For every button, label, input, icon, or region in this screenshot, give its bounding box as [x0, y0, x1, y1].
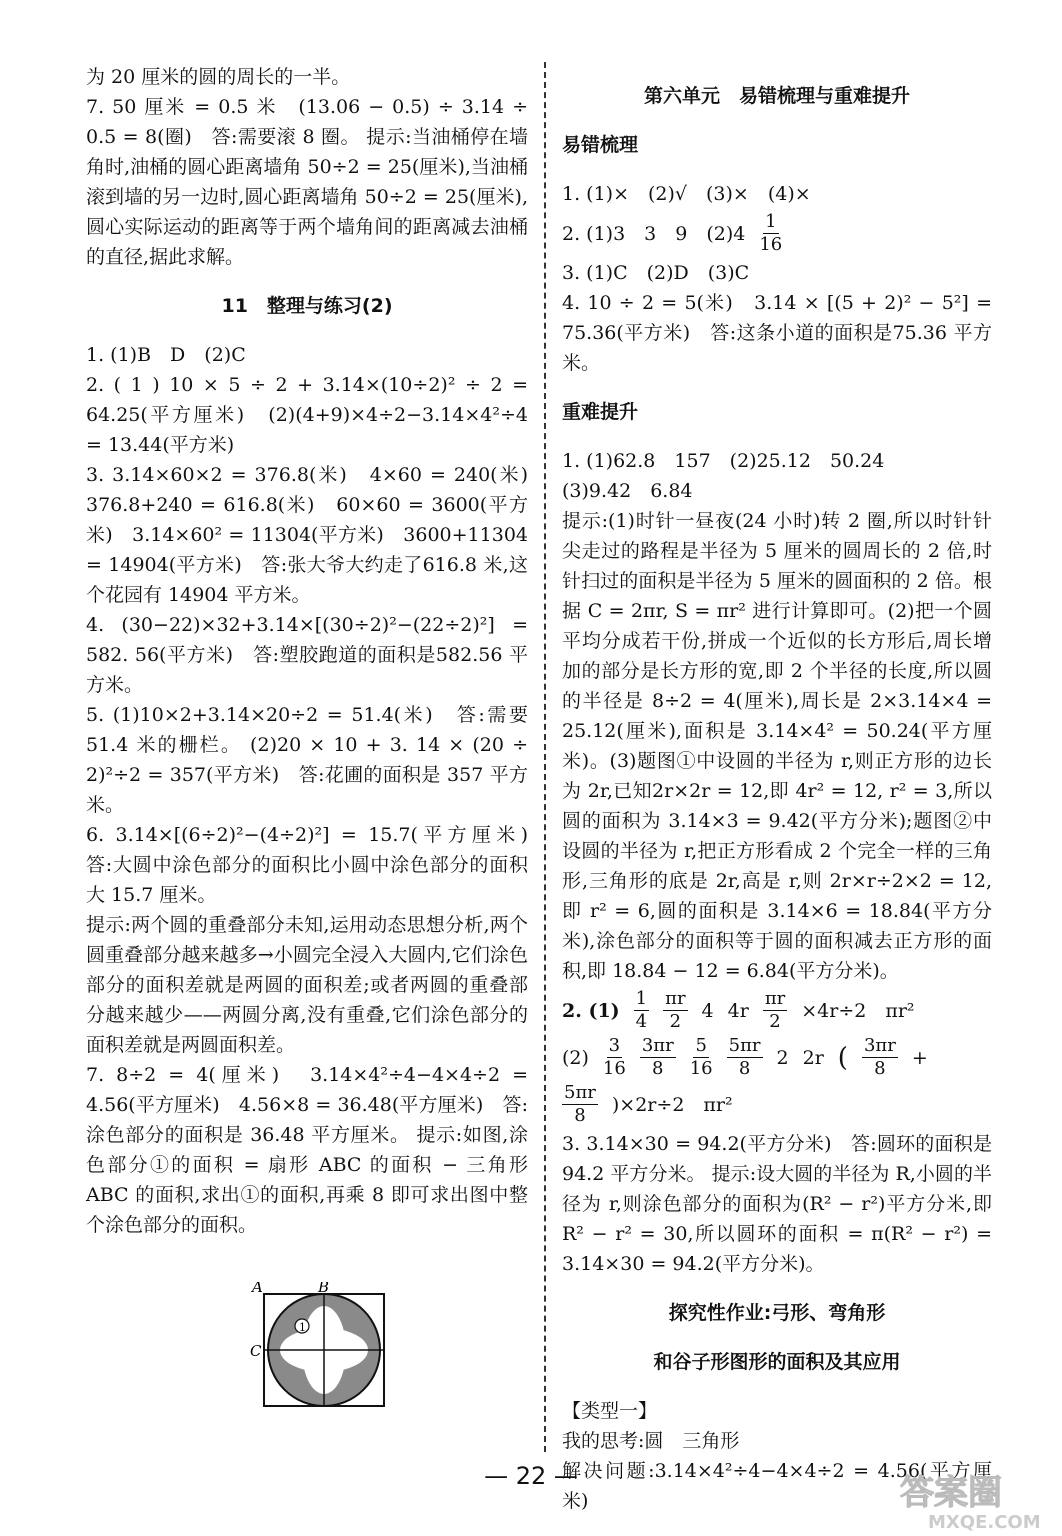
left-item-6: 6. 3.14×[(6÷2)²−(4÷2)²] = 15.7(平方厘米) 答:大圆中涂色部分的面积比小圆中涂色部分的面积大 15.7 厘米。	[86, 824, 548, 906]
hard-item-1b: (3)9.42 6.84	[562, 480, 693, 502]
right-column	[562, 62, 992, 1516]
fraction: $\frac{5\pi r}{8}$	[564, 1082, 596, 1126]
explore-title-1: 探究性作业:弓形、弯角形	[668, 1302, 886, 1324]
fraction: $\frac{3\pi r}{8}$	[641, 1035, 674, 1079]
figure-label-a: A	[252, 1282, 263, 1296]
left-line-0: 为 20 厘米的圆的周长的一半。	[86, 66, 351, 88]
watermark-top: 答案圈	[900, 1473, 1002, 1513]
error-item-2	[562, 211, 992, 256]
hard-item-2-row3: $\frac{5\pi r}{8}$ )×2r÷2 πr²	[564, 1082, 733, 1126]
watermark-bottom: MXQE.COM	[928, 1512, 1041, 1533]
shaded-figure	[250, 1282, 390, 1412]
figure-label-1: 1	[299, 1321, 306, 1334]
my-thinking: 我的思考:圆 三角形	[562, 1430, 740, 1452]
fraction: $\frac{1}{16}$	[759, 211, 783, 255]
left-hint-6: 提示:两个圆的重叠部分未知,运用动态思想分析,两个圆重叠部分越来越多→小圆完全浸入大圆内,它们涂色部分的面积差就是两圆的面积差;或者两圆的重叠部分越来越少——两圆分离,没有重叠,它们涂色部分的面积差就是两圆面积差。	[86, 914, 528, 1056]
left-item-5: 5. (1)10×2+3.14×20÷2 = 51.4(米) 答:需要 51.4 米的栅栏。 (2)20 × 10 + 3. 14 × (20 ÷ 2)²÷2 = 357(平方米) 答:花圃的面积是 357 平方米。	[86, 704, 528, 816]
hard-item-1-hint: 提示:(1)时针一昼夜(24 小时)转 2 圈,所以时针针尖走过的路程是半径为 5 厘米的圆周长的 2 倍,时针扫过的面积是半径为 5 厘米的圆面积的 2 倍。根据 C = 2πr, S = πr² 进行计算即可。(2)把一个圆平均分成若干份,拼成一个近似的长方形后,周长增加的部分是长方形的宽,即 2 个半径的长度,所以圆的半径是 8÷2 = 4(厘米),周长是 2×3.14×4 = 25.12(厘米),面积是 3.14×4² = 50.24(平方厘米)。(3)题图①中设圆的半径为 r,则正方形的边长为 2r,已知2r×2r = 12,即 4r² = 12, r² = 3,所以圆的面积为 3.14×3 = 9.42(平方分米);题图②中设圆的半径为 r,把正方形看成 2 个完全一样的三角形,三角形的底是 2r,高是 r,则 2r×r÷2×2 = 12,即 r² = 6,圆的面积是 3.14×6 = 18.84(平方分米),涂色部分的面积等于圆的面积减去正方形的面积,即 18.84 − 12 = 6.84(平方分米)。	[562, 510, 992, 982]
fraction: $\frac{1}{4}$	[635, 988, 648, 1032]
left-line-1: 7. 50 厘米 = 0.5 米 (13.06 − 0.5) ÷ 3.14 ÷ 0.5 = 8(圈) 答:需要滚 8 圈。 提示:当油桶停在墙角时,油桶的圆心距离墙角 50÷2 = 25(厘米),当油桶滚到墙的另一边时,圆心距离墙角 50÷2 = 25(厘米),圆心实际运动的距离等于两个墙角间的距离减去油桶的直径,据此求解。	[86, 96, 528, 268]
column-divider	[544, 62, 546, 1452]
figure-label-c: C	[250, 1342, 262, 1360]
fraction: $\frac{3}{16}$	[602, 1035, 626, 1079]
left-item-1: 1. (1)B D (2)C	[86, 344, 246, 366]
error-item-2-text: 2. (1)3 3 9 (2)4	[562, 222, 746, 245]
fraction: $\frac{\pi r}{2}$	[665, 988, 686, 1032]
hard-item-3: 3. 3.14×30 = 94.2(平方分米) 答:圆环的面积是 94.2 平方分米。 提示:设大圆的半径为 R,小圆的半径为 r,则涂色部分的面积为(R² − r²)平方分米,即 R² − r² = 30,所以圆环的面积 = π(R² − r²) = 3.14×30 = 94.2(平方分米)。	[562, 1133, 992, 1275]
fraction: $\frac{5\pi r}{8}$	[728, 1035, 761, 1079]
left-item-3: 3. 3.14×60×2 = 376.8(米) 4×60 = 240(米) 376.8+240 = 616.8(米) 60×60 = 3600(平方米) 3.14×60² = 11304(平方米) 3600+11304 = 14904(平方米) 答:张大爷大约走了616.8 米,这个花园有 14904 平方米。	[86, 464, 548, 606]
figure-label-b: B	[318, 1282, 330, 1296]
hard-item-1a: 1. (1)62.8 157 (2)25.12 50.24	[562, 450, 885, 472]
left-item-2: 2. ( 1 ) 10 × 5 ÷ 2 + 3.14×(10÷2)² ÷ 2 = 64.25(平方厘米) (2)(4+9)×4÷2−3.14×4²÷4 = 13.44(平方米)	[86, 374, 528, 456]
left-item-7: 7. 8÷2 = 4(厘米) 3.14×4²÷4−4×4÷2 = 4.56(平方厘米) 4.56×8 = 36.48(平方厘米) 答:涂色部分的面积是 36.48 平方厘米。 提示:如图,涂色部分①的面积 = 扇形 ABC 的面积 − 三角形 ABC 的面积,求出①的面积,再乘 8 即可求出图中整个涂色部分的面积。	[86, 1064, 528, 1236]
type-1-label: 【类型一】	[562, 1400, 658, 1422]
subtitle-errors: 易错梳理	[562, 134, 639, 156]
hard-item-2-row2: (2) $\frac{3}{16}$ $\frac{3\pi r}{8}$ $\frac{5}{16}$ $\frac{5\pi r}{8}$ 2 2r ( $\frac{3\pi r}{8}$ +	[562, 1035, 928, 1079]
error-item-4: 4. 10 ÷ 2 = 5(米) 3.14 × [(5 + 2)² − 5²] = 75.36(平方米) 答:这条小道的面积是75.36 平方米。	[562, 292, 992, 374]
watermark-logo	[888, 1468, 1058, 1534]
fraction: $\frac{3\pi r}{8}$	[863, 1035, 896, 1079]
error-item-3: 3. (1)C (2)D (3)C	[562, 262, 750, 284]
left-item-4: 4. (30−22)×32+3.14×[(30÷2)²−(22÷2)²] = 582. 56(平方米) 答:塑胶跑道的面积是582.56 平方米。	[86, 614, 528, 696]
fraction: $\frac{\pi r}{2}$	[764, 988, 786, 1032]
explore-title-2: 和谷子形图形的面积及其应用	[653, 1351, 901, 1373]
left-column	[86, 62, 548, 1240]
error-item-1: 1. (1)× (2)√ (3)× (4)×	[562, 183, 811, 205]
page-number: — 22 —	[484, 1462, 578, 1490]
hard-item-2-row1: 2. (1) $\frac{1}{4}$ $\frac{\pi r}{2}$ 4 4r $\frac{\pi r}{2}$ ×4r÷2 πr²	[562, 988, 915, 1032]
section-title: 11 整理与练习(2)	[221, 295, 393, 317]
solve-problem: 解决问题:3.14×4²÷4−4×4÷2 = 4.56(平方厘米)	[562, 1460, 992, 1512]
unit-title: 第六单元 易错梳理与重难提升	[643, 85, 910, 107]
subtitle-hard: 重难提升	[562, 401, 639, 423]
fraction: $\frac{5}{16}$	[689, 1035, 713, 1079]
